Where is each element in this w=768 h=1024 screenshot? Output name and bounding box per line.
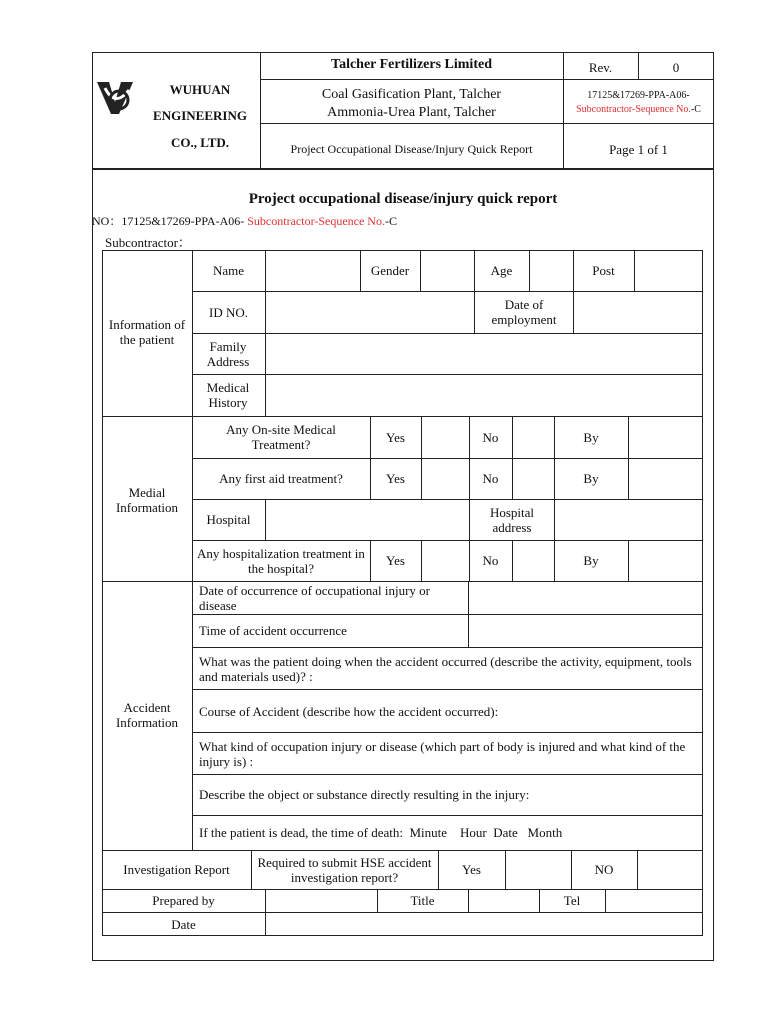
client-name: Talcher Fertilizers Limited bbox=[331, 56, 492, 72]
date-of-employment-label: Date of employment bbox=[491, 297, 557, 327]
table-line bbox=[637, 850, 638, 889]
injury-kind-label: What kind of occupation injury or disease (which part of body is injured and what kind of the injury is) : bbox=[199, 739, 686, 769]
header-bottom-rule bbox=[92, 168, 714, 170]
header-rule bbox=[260, 123, 714, 124]
name-label: Name bbox=[212, 263, 245, 278]
table-line bbox=[628, 540, 629, 581]
rev-label: Rev. bbox=[588, 59, 613, 75]
first-aid-by-label: By bbox=[583, 471, 599, 486]
company-name-line2: ENGINEERING bbox=[153, 107, 247, 123]
company-name-line3: CO., LTD. bbox=[170, 134, 230, 150]
first-aid-yes-label: Yes bbox=[386, 471, 405, 486]
subcontractor-label: Subcontractor： bbox=[105, 235, 191, 250]
table-line bbox=[468, 581, 469, 647]
doc-number-red: Subcontractor-Sequence No. bbox=[576, 104, 691, 115]
accident-section-label: Accident Information bbox=[115, 700, 179, 730]
id-no-label: ID NO. bbox=[209, 304, 248, 320]
table-line bbox=[251, 850, 252, 889]
tel-label: Tel bbox=[563, 893, 581, 908]
table-line bbox=[192, 614, 703, 615]
object-substance-label: Describe the object or substance directly resulting in the injury: bbox=[199, 787, 530, 802]
table-line bbox=[192, 333, 703, 334]
table-line bbox=[420, 250, 421, 291]
table-line bbox=[192, 374, 703, 375]
investigation-question: Required to submit HSE accident investigation report? bbox=[257, 854, 432, 885]
report-title: Project occupational disease/injury quick report bbox=[248, 190, 558, 207]
death-time-label: If the patient is dead, the time of death: Minute Hour Date Month bbox=[199, 825, 563, 840]
accident-course-label: Course of Accident (describe how the accident occurred): bbox=[199, 704, 499, 719]
title-label: Title bbox=[410, 893, 435, 908]
table-line bbox=[421, 416, 422, 499]
company-name-line1: WUHUAN bbox=[169, 81, 231, 97]
hospitalization-yes-label: Yes bbox=[386, 553, 405, 568]
post-label: Post bbox=[592, 263, 615, 278]
table-line bbox=[192, 250, 193, 850]
onsite-no-label: No bbox=[482, 429, 499, 445]
rev-value: 0 bbox=[672, 59, 680, 75]
table-line bbox=[192, 815, 703, 816]
hospitalization-no-label: No bbox=[482, 553, 499, 568]
table-line bbox=[634, 250, 635, 291]
date-label: Date bbox=[171, 916, 196, 932]
doc-number-sequence bbox=[576, 103, 701, 117]
onsite-by-label: By bbox=[583, 429, 599, 445]
time-occurrence-label: Time of accident occurrence bbox=[199, 623, 347, 638]
table-line bbox=[512, 416, 513, 499]
company-logo bbox=[95, 78, 135, 118]
investigation-report-label: Investigation Report bbox=[123, 862, 230, 877]
table-line bbox=[192, 774, 703, 775]
report-number-code: 17125&17269-PPA-A06- bbox=[121, 214, 248, 228]
table-line bbox=[265, 889, 266, 936]
table-line bbox=[192, 689, 703, 690]
table-line bbox=[529, 250, 530, 291]
doc-number-header bbox=[563, 86, 714, 120]
plant-line2: Ammonia-Urea Plant, Talcher bbox=[327, 105, 496, 120]
table-line bbox=[469, 499, 470, 540]
table-line bbox=[421, 540, 422, 581]
page-indicator: Page 1 of 1 bbox=[609, 141, 668, 157]
table-line bbox=[628, 416, 629, 499]
investigation-no-label: NO bbox=[594, 862, 614, 877]
onsite-treatment-label: Any On-site Medical Treatment? bbox=[226, 422, 336, 452]
gender-label: Gender bbox=[370, 263, 410, 278]
table-line bbox=[102, 581, 703, 582]
hospital-address-label: Hospital address bbox=[489, 504, 535, 535]
investigation-yes-label: Yes bbox=[462, 862, 481, 877]
family-address-label: Family Address bbox=[206, 338, 250, 369]
hospitalization-by-label: By bbox=[583, 553, 599, 568]
patient-section-label: Information of the patient bbox=[108, 317, 186, 347]
first-aid-no-label: No bbox=[482, 471, 499, 486]
doc-number-code: 17125&17269-PPA-A06- bbox=[587, 90, 690, 101]
medical-section-label: Medial Information bbox=[115, 485, 179, 515]
doc-title-header: Project Occupational Disease/Injury Quick Report bbox=[290, 142, 533, 156]
patient-doing-label: What was the patient doing when the accident occurred (describe the activity, equipment, tools and materials used)? : bbox=[199, 654, 692, 684]
table-line bbox=[512, 540, 513, 581]
table-line bbox=[605, 889, 606, 912]
table-line bbox=[192, 499, 703, 500]
report-number bbox=[92, 214, 397, 229]
table-line bbox=[265, 250, 266, 416]
prepared-by-label: Prepared by bbox=[152, 893, 215, 908]
table-line bbox=[265, 499, 266, 540]
header-rule bbox=[260, 79, 714, 80]
age-label: Age bbox=[490, 263, 513, 278]
table-line bbox=[505, 850, 506, 889]
plant-line1: Coal Gasification Plant, Talcher bbox=[321, 87, 502, 102]
table-line bbox=[192, 291, 703, 292]
report-number-suffix: -C bbox=[384, 214, 397, 228]
hospitalization-label: Any hospitalization treatment in the hospital? bbox=[197, 545, 365, 576]
table-line bbox=[468, 889, 469, 912]
doc-number-suffix: -C bbox=[690, 104, 701, 115]
medical-history-label: Medical History bbox=[206, 380, 250, 410]
date-occurrence-label: Date of occurrence of occupational injury or disease bbox=[199, 583, 431, 613]
first-aid-label: Any first aid treatment? bbox=[219, 471, 343, 486]
onsite-yes-label: Yes bbox=[386, 429, 405, 445]
table-line bbox=[192, 732, 703, 733]
report-number-red: Subcontractor-Sequence No. bbox=[247, 214, 385, 228]
table-line bbox=[192, 647, 703, 648]
report-number-label: NO： bbox=[92, 214, 122, 228]
hospital-label: Hospital bbox=[206, 512, 251, 527]
